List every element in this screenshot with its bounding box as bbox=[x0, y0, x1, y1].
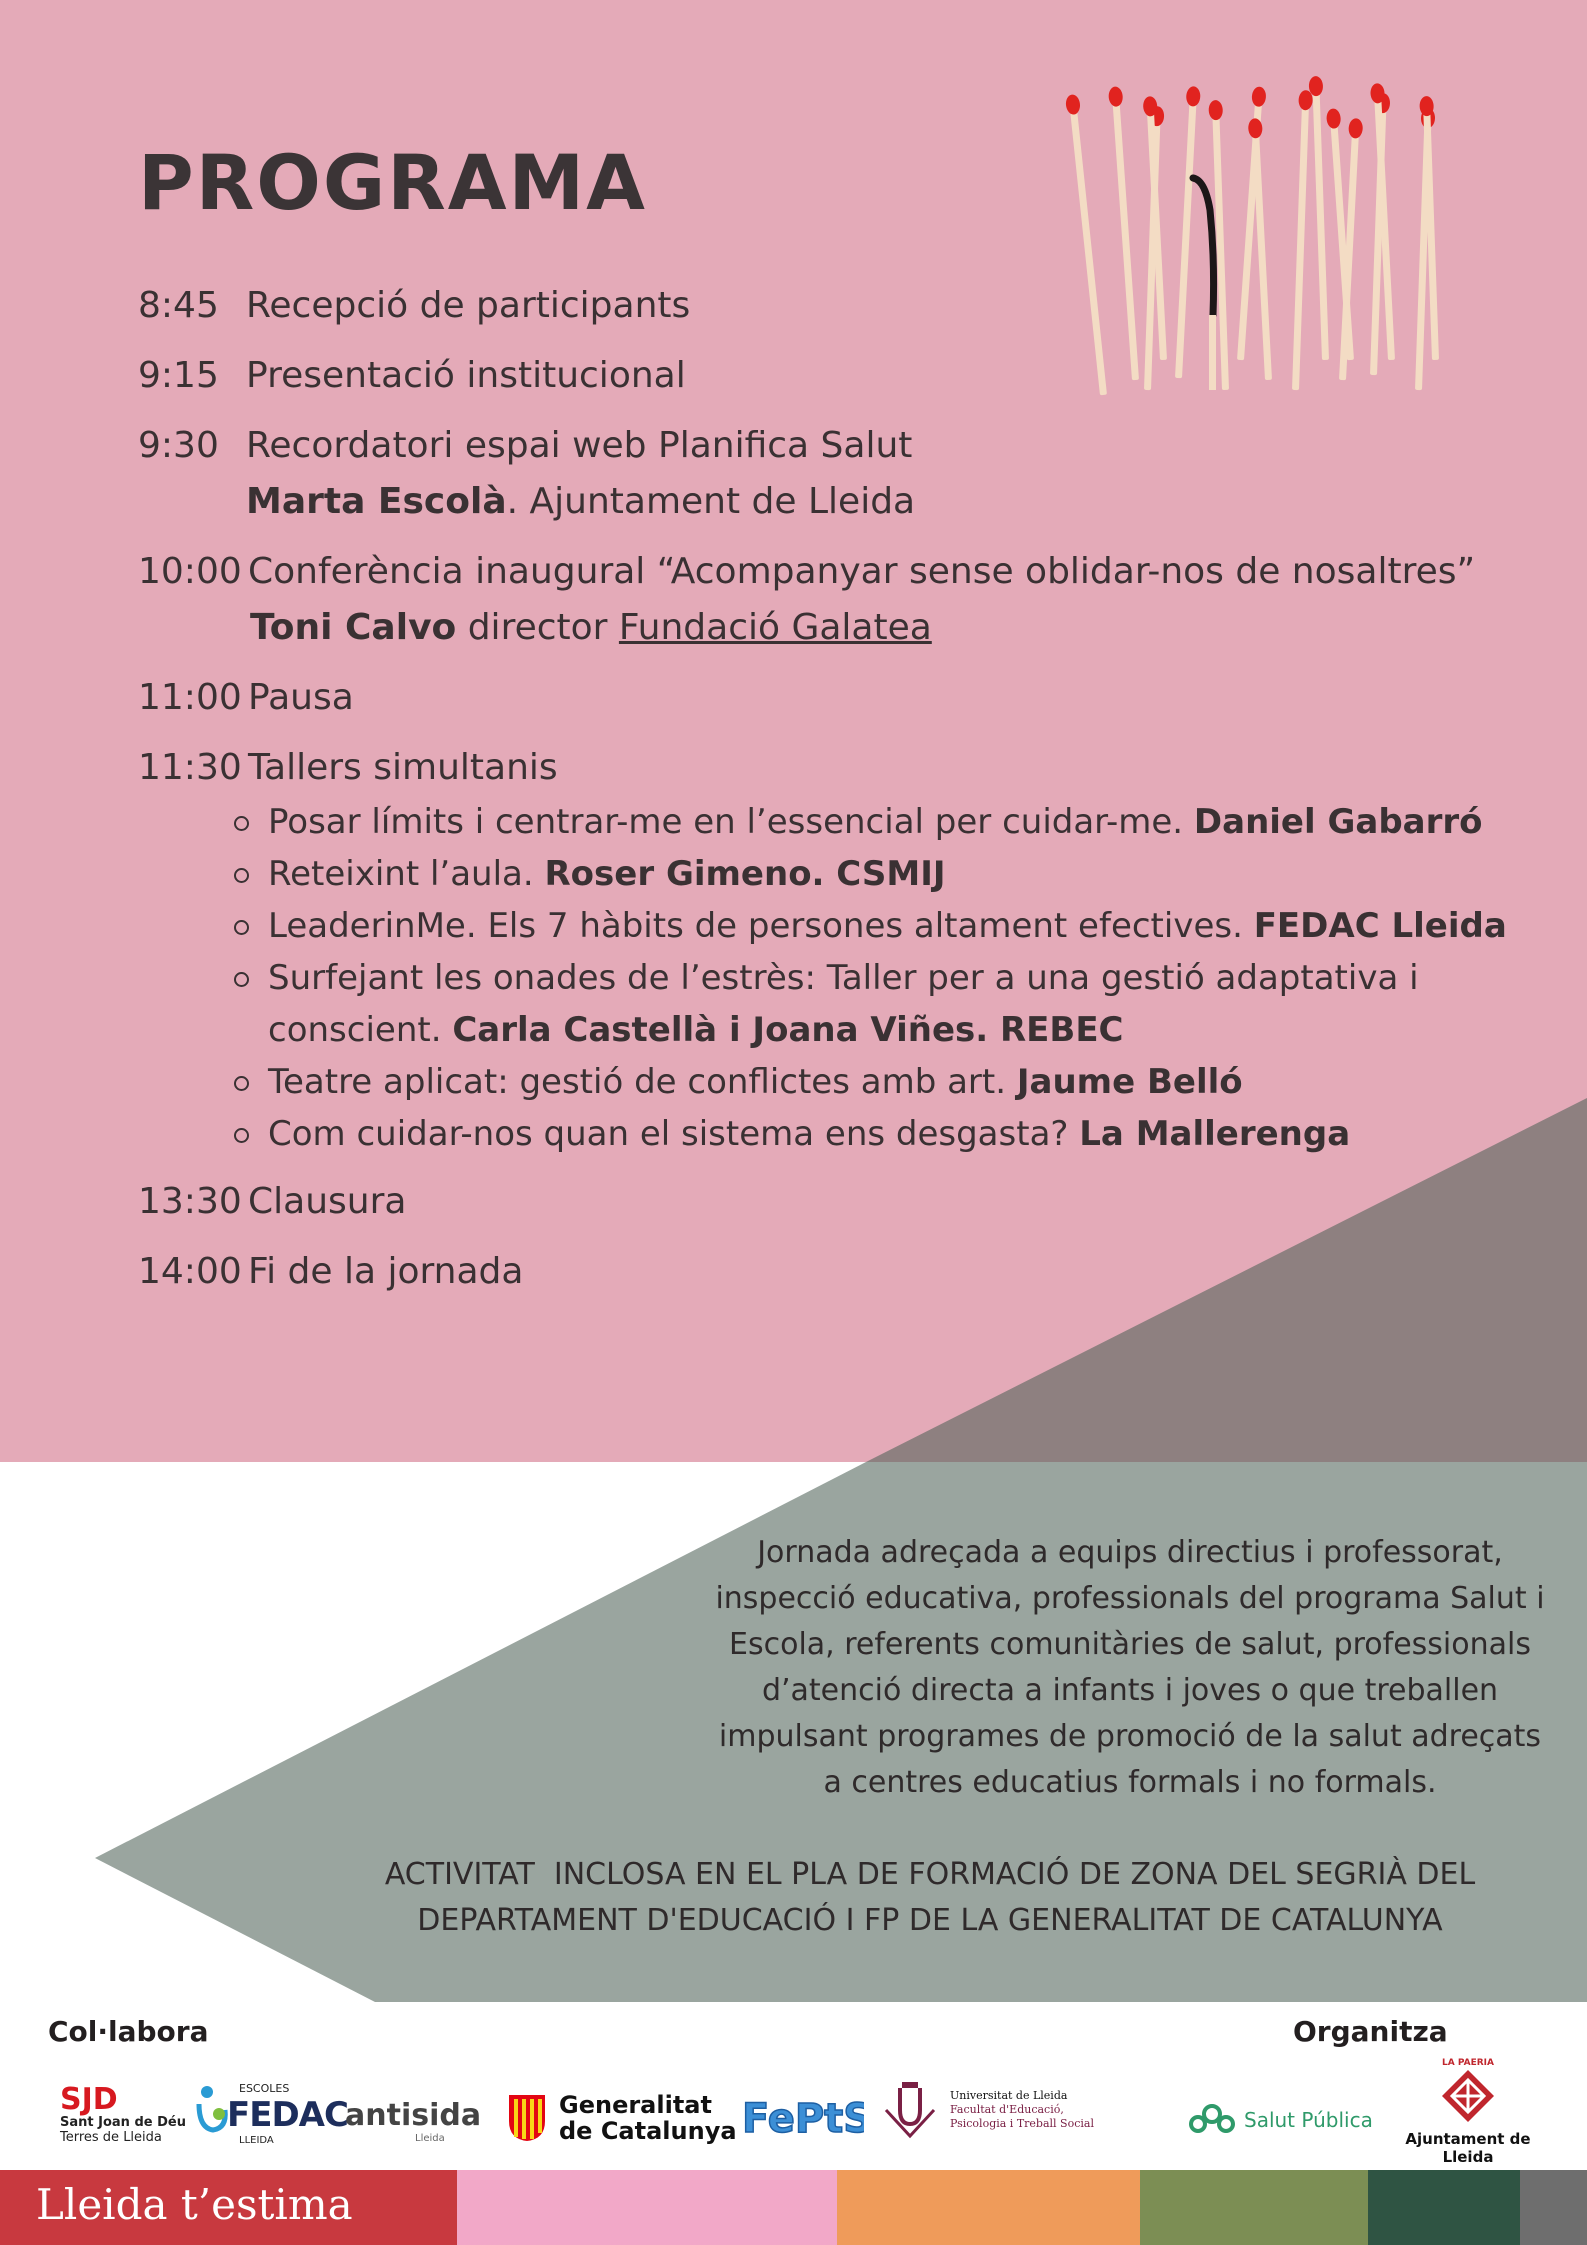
workshop-item bbox=[234, 1056, 1558, 1108]
workshop-title-cont: conscient. bbox=[268, 1010, 453, 1050]
udl-logo-line: Facultat d'Educació, bbox=[950, 2103, 1064, 2116]
fedac-logo-line: LLEIDA bbox=[239, 2135, 274, 2146]
organitza-label: Organitza bbox=[1293, 2015, 1448, 2048]
workshop-item bbox=[234, 796, 1558, 848]
footer-slogan: Lleida t’estima bbox=[36, 2180, 353, 2229]
workshop-title: Teatre aplicat: gestió de conflictes amb art. bbox=[268, 1062, 1017, 1102]
sjd-logo bbox=[60, 2082, 186, 2145]
speaker-name: Marta Escolà bbox=[246, 481, 507, 522]
schedule-text: Presentació institucional bbox=[246, 355, 686, 396]
schedule-time: 10:00 bbox=[138, 551, 242, 592]
generalitat-emblem-icon bbox=[505, 2093, 549, 2143]
schedule-item bbox=[138, 1174, 1558, 1230]
schedule-text: Recordatori espai web Planifica Salut bbox=[246, 425, 913, 466]
udl-logo-line: Psicologia i Treball Social bbox=[950, 2117, 1094, 2130]
audience-line: Jornada adreçada a equips directius i professorat, bbox=[757, 1535, 1503, 1570]
ajuntament-lleida-logo bbox=[1388, 2058, 1548, 2166]
schedule-item bbox=[138, 670, 1558, 726]
audience-line: Escola, referents comunitàries de salut, professionals bbox=[729, 1627, 1531, 1662]
footer-segment bbox=[1140, 2170, 1368, 2245]
schedule-item bbox=[138, 418, 1558, 530]
sjd-logo-text: SJD bbox=[60, 2082, 118, 2117]
schedule-text: Clausura bbox=[248, 1181, 407, 1222]
workshop-list bbox=[138, 796, 1558, 1160]
ajuntament-logo-line: LA PAERIA bbox=[1442, 2058, 1494, 2068]
schedule-time: 11:30 bbox=[138, 747, 242, 788]
schedule-time: 9:30 bbox=[138, 425, 219, 466]
antisida-logo-text: antisida bbox=[345, 2098, 482, 2133]
generalitat-logo-line: Generalitat bbox=[559, 2091, 712, 2119]
antisida-logo-line: Lleida bbox=[415, 2133, 445, 2144]
schedule-time: 9:15 bbox=[138, 355, 219, 396]
workshop-title: Surfejant les onades de l’estrès: Taller per a una gestió adaptativa i bbox=[268, 958, 1419, 998]
activity-line: ACTIVITAT INCLOSA EN EL PLA DE FORMACIÓ DE ZONA DEL SEGRIÀ DEL bbox=[384, 1857, 1476, 1892]
schedule bbox=[138, 278, 1558, 1314]
schedule-item bbox=[138, 278, 1558, 334]
udl-logo bbox=[880, 2080, 1094, 2140]
fundacio-galatea-link[interactable]: Fundació Galatea bbox=[618, 607, 932, 648]
workshop-title: Posar límits i centrar-me en l’essencial per cuidar-me. bbox=[268, 802, 1194, 842]
salut-publica-emblem-icon bbox=[1188, 2102, 1236, 2138]
schedule-item bbox=[138, 740, 1558, 1160]
schedule-time: 8:45 bbox=[138, 285, 219, 326]
fepts-logo bbox=[738, 2092, 864, 2146]
page-title: PROGRAMA bbox=[138, 138, 647, 227]
audience-line: d’atenció directa a infants i joves o que treballen bbox=[761, 1673, 1499, 1708]
fedac-logo bbox=[195, 2082, 348, 2146]
workshop-facilitator: Roser Gimeno. CSMIJ bbox=[544, 854, 946, 894]
footer-segment bbox=[457, 2170, 837, 2245]
schedule-text: Recepció de participants bbox=[246, 285, 691, 326]
activity-note bbox=[350, 1852, 1510, 1944]
fedac-emblem-icon bbox=[195, 2084, 231, 2134]
workshop-facilitator: Carla Castellà i Joana Viñes. REBEC bbox=[452, 1010, 1124, 1050]
schedule-time: 14:00 bbox=[138, 1251, 242, 1292]
footer-segment bbox=[1520, 2170, 1587, 2245]
salut-publica-logo-text: Salut Pública bbox=[1244, 2108, 1373, 2132]
audience-description bbox=[700, 1530, 1560, 1806]
paeria-emblem-icon bbox=[1440, 2068, 1496, 2126]
workshop-item bbox=[234, 900, 1558, 952]
workshop-title: Com cuidar-nos quan el sistema ens desgasta? bbox=[268, 1114, 1080, 1154]
sjd-logo-line: Terres de Lleida bbox=[60, 2130, 162, 2145]
sjd-logo-line: Sant Joan de Déu bbox=[60, 2115, 186, 2130]
schedule-text: Pausa bbox=[248, 677, 354, 718]
activity-line: DEPARTAMENT D'EDUCACIÓ I FP DE LA GENERALITAT DE CATALUNYA bbox=[417, 1903, 1443, 1938]
schedule-text: Tallers simultanis bbox=[248, 747, 558, 788]
workshop-facilitator: FEDAC Lleida bbox=[1253, 906, 1507, 946]
audience-line: a centres educatius formals i no formals. bbox=[823, 1765, 1437, 1800]
ajuntament-logo-text: Ajuntament de Lleida bbox=[1405, 2130, 1531, 2166]
fepts-logo-text: FePtS bbox=[742, 2096, 864, 2142]
audience-line: impulsant programes de promoció de la salut adreçats bbox=[718, 1719, 1542, 1754]
workshop-facilitator: Jaume Belló bbox=[1016, 1062, 1243, 1102]
schedule-item bbox=[138, 544, 1558, 656]
speaker-affiliation: . Ajuntament de Lleida bbox=[506, 481, 916, 522]
speaker-role: director bbox=[456, 607, 619, 648]
footer-segment bbox=[837, 2170, 1140, 2245]
workshop-facilitator: Daniel Gabarró bbox=[1193, 802, 1483, 842]
fepts-logo-mark bbox=[738, 2092, 864, 2142]
schedule-text: Conferència inaugural “Acompanyar sense oblidar-nos de nosaltres” bbox=[248, 551, 1476, 592]
speaker-name: Toni Calvo bbox=[250, 607, 457, 648]
collabora-label: Col·labora bbox=[48, 2015, 209, 2048]
udl-logo-line: Universitat de Lleida bbox=[950, 2089, 1068, 2102]
workshop-item bbox=[234, 952, 1558, 1056]
workshop-title: Reteixint l’aula. bbox=[268, 854, 545, 894]
schedule-text: Fi de la jornada bbox=[248, 1251, 524, 1292]
salut-publica-logo bbox=[1188, 2102, 1373, 2138]
generalitat-logo-line: de Catalunya bbox=[559, 2117, 737, 2145]
schedule-time: 11:00 bbox=[138, 677, 242, 718]
audience-line: inspecció educativa, professionals del programa Salut i bbox=[715, 1581, 1545, 1616]
workshop-facilitator: La Mallerenga bbox=[1079, 1114, 1351, 1154]
generalitat-logo bbox=[505, 2092, 737, 2144]
schedule-item bbox=[138, 1244, 1558, 1300]
udl-emblem-icon bbox=[880, 2080, 940, 2140]
schedule-item bbox=[138, 348, 1558, 404]
antisida-logo bbox=[345, 2098, 481, 2144]
fedac-logo-text: FEDAC bbox=[227, 2095, 348, 2135]
workshop-item bbox=[234, 848, 1558, 900]
workshop-item bbox=[234, 1108, 1558, 1160]
workshop-title: LeaderinMe. Els 7 hàbits de persones altament efectives. bbox=[268, 906, 1254, 946]
footer-segment bbox=[1368, 2170, 1520, 2245]
fedac-logo-line: ESCOLES bbox=[239, 2082, 290, 2095]
schedule-time: 13:30 bbox=[138, 1181, 242, 1222]
